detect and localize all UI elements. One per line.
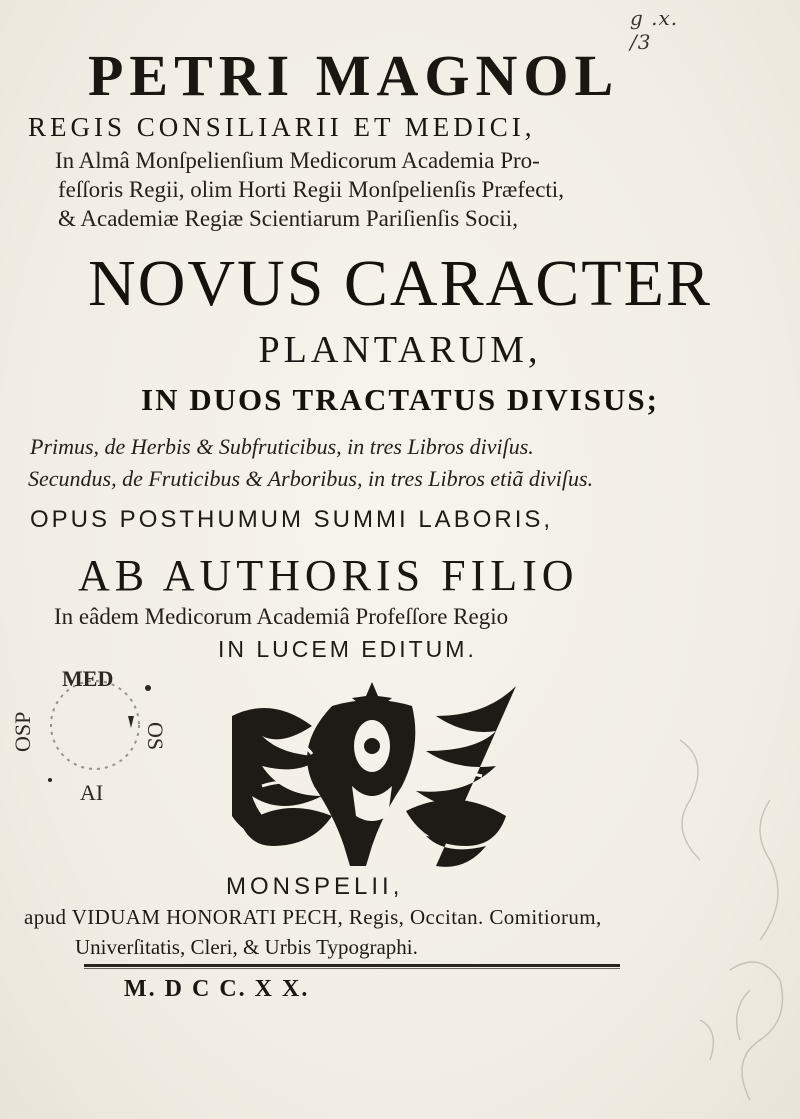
- part-one-description: Primus, de Herbis & Subfruticibus, in tres Libros diviſus.: [30, 434, 534, 459]
- imprint-line-2: Univerſitatis, Cleri, & Urbis Typographi.: [75, 935, 418, 959]
- place-of-publication: MONSPELII,: [226, 873, 404, 900]
- book-subtitle: PLANTARUM,: [258, 329, 542, 371]
- printers-vignette-icon: [222, 676, 526, 872]
- affiliation-line-2: feſſoris Regii, olim Horti Regii Monſpelienſis Præfecti,: [58, 177, 564, 202]
- affiliation-line-1: In Almâ Monſpelienſium Medicorum Academia Pro-: [55, 148, 540, 173]
- editum-line: IN LUCEM EDITUM.: [218, 636, 477, 662]
- imprint-rule: [84, 964, 620, 967]
- division-heading: IN DUOS TRACTATUS DIVISUS;: [141, 382, 659, 417]
- imprint-line-1: apud VIDUAM HONORATI PECH, Regis, Occitan. Comitiorum,: [24, 905, 602, 929]
- stamp-text-right: OS: [143, 722, 168, 751]
- book-title: NOVUS CARACTER: [88, 247, 712, 320]
- professor-line: In eâdem Medicorum Academiâ Profeſſore Regio: [54, 604, 509, 629]
- author-roles: REGIS CONSILIARII ET MEDICI,: [28, 112, 536, 142]
- stamp-text-left: OSP: [10, 711, 35, 752]
- imprint-rule-thin: [84, 968, 620, 969]
- stamp-text-top: MED: [62, 666, 114, 691]
- editor-line: AB AUTHORIS FILIO: [78, 551, 579, 600]
- shelfmark-annotation: g .x. /3: [630, 6, 679, 54]
- publication-date: M. D C C. X X.: [124, 976, 310, 1002]
- library-stamp-icon: [0, 630, 190, 820]
- affiliation-line-3: & Academiæ Regiæ Scientiarum Pariſienſis Socii,: [58, 206, 518, 231]
- stamp-text-bottom: AI: [80, 780, 104, 805]
- opus-line: OPUS POSTHUMUM SUMMI LABORIS,: [30, 506, 554, 533]
- part-two-description: Secundus, de Fruticibus & Arboribus, in tres Libros etiã diviſus.: [28, 466, 594, 491]
- author-name: PETRI MAGNOL: [88, 43, 620, 108]
